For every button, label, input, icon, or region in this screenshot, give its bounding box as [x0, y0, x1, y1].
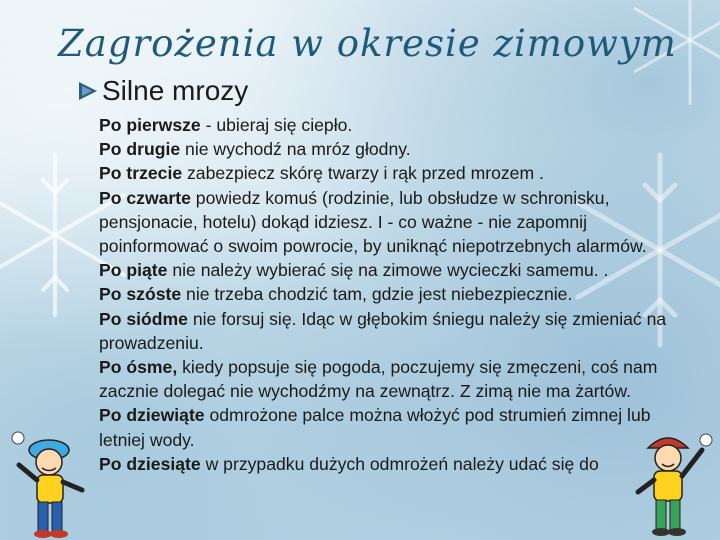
rule-lead: Po dziesiąte: [99, 453, 201, 474]
rule-lead: Po dziewiąte: [99, 405, 205, 426]
rule-lead: Po trzecie: [99, 163, 183, 184]
rule-lead: Po szóste: [99, 284, 182, 305]
rule-text: w przypadku dużych odmrożeń należy udać się do: [200, 453, 599, 474]
child-snowball-illustration: [618, 418, 718, 540]
rule-lead: Po pierwsze: [99, 115, 201, 135]
content-body: [99, 113, 689, 476]
rule-text: nie wychodź na mróz głodny.: [180, 139, 411, 160]
rule-text: kiedy popsuje się pogoda, poczujemy się zmęczeni, coś nam zacznie dolegać nie wychodźmy na zewnątrz. Z zimą nie ma żartów.: [99, 357, 658, 402]
rule-text: nie trzeba chodzić tam, gdzie jest niebezpiecznie.: [181, 284, 573, 305]
rule-text: - ubieraj się ciepło.: [200, 115, 353, 135]
slide-title: Zagrożenia w okresie zimowym: [58, 22, 677, 65]
rule-paragraph: [99, 258, 689, 282]
rule-text: odmrożone palce można włożyć pod strumień zimnej lub letniej wody.: [99, 405, 651, 450]
rule-paragraph: [99, 355, 689, 403]
rule-text: powiedz komuś (rodzinie, lub obsłudze w schronisku, pensjonacie, hotelu) dokąd idziesz. I - co ważne - nie zapomnij poinformować o swoim powrocie, by uniknąć niepotrzebnych alarmów.: [99, 187, 647, 257]
rule-paragraph: [99, 186, 689, 259]
rule-paragraph: [99, 403, 689, 451]
rule-paragraph: [99, 161, 689, 185]
rule-paragraph: [99, 307, 689, 355]
rule-lead: Po ósme,: [99, 357, 178, 378]
rule-paragraph: [99, 113, 689, 137]
rule-lead: Po piąte: [99, 260, 168, 281]
bullet-text: Silne mrozy: [102, 75, 249, 106]
rule-text: nie forsuj się. Idąc w głębokim śniegu należy się zmieniać na prowadzeniu.: [99, 308, 667, 353]
rule-paragraph: [99, 452, 689, 476]
rule-lead: Po czwarte: [99, 187, 191, 208]
rule-lead: Po drugie: [99, 139, 181, 160]
rule-paragraph: [99, 282, 689, 306]
rule-text: zabezpiecz skórę twarzy i rąk przed mrozem .: [182, 163, 544, 184]
play-arrow-icon: [78, 81, 98, 101]
rule-lead: Po siódme: [99, 308, 188, 329]
rule-text: nie należy wybierać się na zimowe wycieczki samemu. .: [167, 260, 609, 281]
bullet-item: [78, 75, 248, 107]
child-snowball-illustration: [4, 420, 104, 540]
rule-paragraph: [99, 137, 689, 161]
